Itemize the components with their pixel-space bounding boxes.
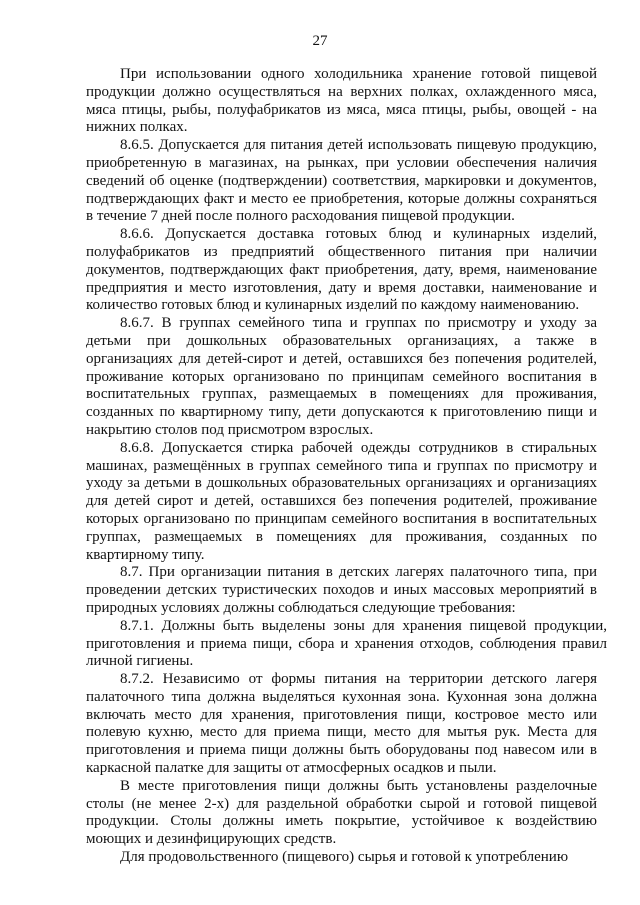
paragraph-8-7: 8.7. При организации питания в детских лагерях палаточного типа, при проведении детских туристических походов и иных массовых мероприятий в природных условиях должны соблюдаться следующие требования: — [86, 564, 597, 616]
paragraph-food-raw-materials: Для продовольственного (пищевого) сырья и готовой к употреблению — [120, 849, 569, 866]
page-number: 27 — [312, 33, 328, 49]
paragraph-8-7-1: 8.7.1. Должны быть выделены зоны для хранения пищевой продукции, приготовления и приема пищи, сбора и хранения отходов, соблюдения правил личной гигиены. — [86, 617, 607, 670]
document-body — [86, 66, 607, 867]
paragraph-refrigerator-storage: При использовании одного холодильника хранение готовой пищевой продукции должно осуществляться на верхних полках, охлажденного мяса, мяса птицы, рыбы, полуфабрикатов из мяса, мяса птицы, рыбы, овощей - на нижних полках. — [86, 66, 597, 136]
paragraph-8-6-5: 8.6.5. Допускается для питания детей использовать пищевую продукцию, приобретенную в магазинах, на рынках, при условии обеспечения наличия сведений об оценке (подтверждении) соответствия, маркировки и документов, подтверждающих факт и место ее приобретения, которые должны сохраняться в течение 7 дней после полного расходования пищевой продукции. — [86, 137, 597, 225]
paragraph-8-6-8: 8.6.8. Допускается стирка рабочей одежды сотрудников в стиральных машинах, размещённых в группах семейного типа и группах по присмотру и уходу за детьми в дошкольных образовательных организациях и организациях для детей сирот и детей, оставшихся без попечения родителей, проживание которых организовано по принципам семейного воспитания в воспитательных группах, размещаемых в помещениях для проживания, созданных по квартирному типу. — [86, 439, 597, 563]
paragraph-8-6-7: 8.6.7. В группах семейного типа и группах по присмотру и уходу за детьми при дошкольных образовательных организациях, а также в организациях для детей-сирот и детей, оставшихся без попечения родителей, проживание которых организовано по принципам семейного воспитания в воспитательных группах, размещаемых в помещениях для проживания, созданных по квартирному типу, дети допускаются к приготовлению пищи и накрытию столов под присмотром взрослых. — [86, 315, 597, 438]
paragraph-8-6-6: 8.6.6. Допускается доставка готовых блюд и кулинарных изделий, полуфабрикатов из предприятий общественного питания при наличии документов, подтверждающих факт приобретения, дату, время, наименование предприятия и место изготовления, дату и время доставки, наименование и количество готовых блюд и кулинарных изделий по каждому наименованию. — [86, 226, 597, 314]
paragraph-8-7-2: 8.7.2. Независимо от формы питания на территории детского лагеря палаточного типа должна выделяться кухонная зона. Кухонная зона должна включать место для хранения, приготовления пищи, костровое место или полевую кухню, место для приема пищи, место для мытья рук. Места для приготовления и приема пищи должны быть оборудованы под навесом или в каркасной палатке для защиты от атмосферных осадков и пыли. — [86, 671, 597, 777]
paragraph-cutting-tables: В месте приготовления пищи должны быть установлены разделочные столы (не менее 2-х) для раздельной обработки сырой и готовой пищевой продукции. Столы должны иметь покрытие, устойчивое к воздействию моющих и дезинфицирующих средств. — [86, 777, 597, 848]
